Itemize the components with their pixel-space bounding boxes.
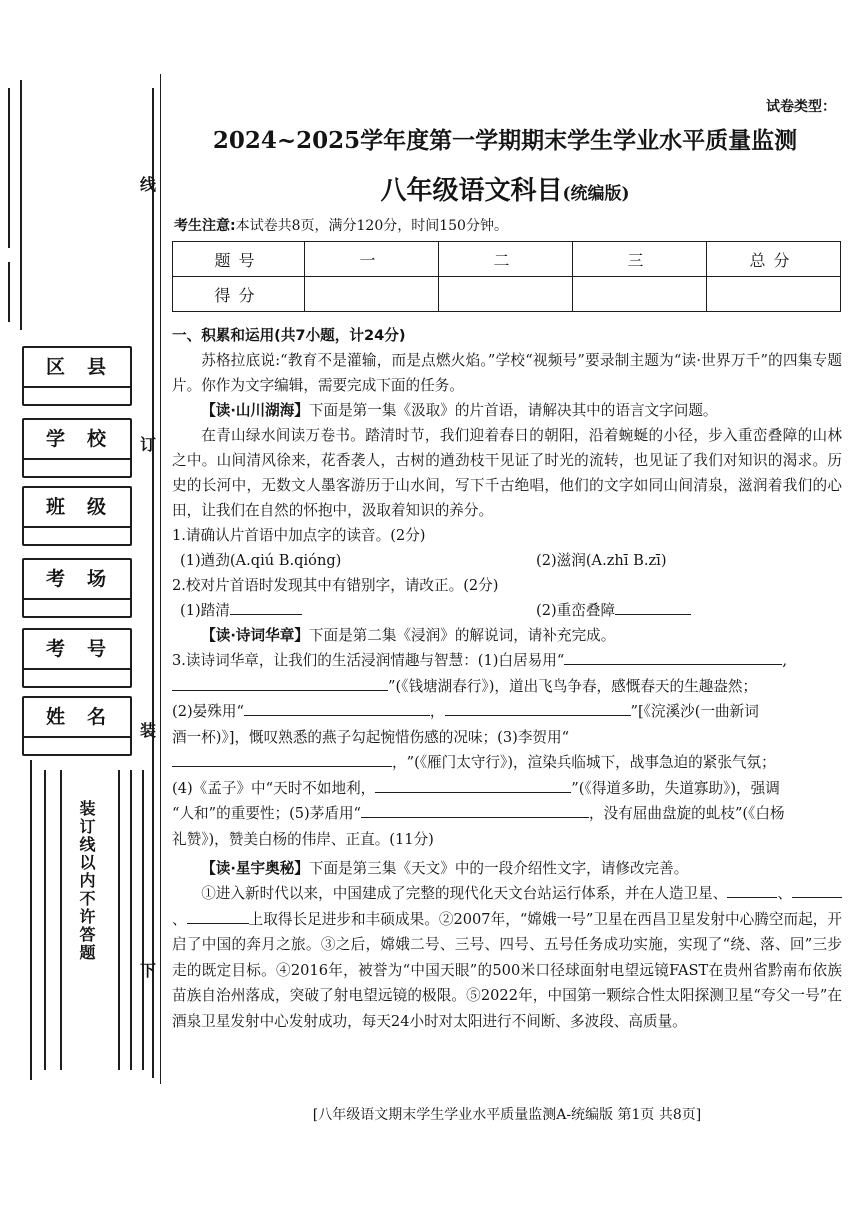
binding-line <box>8 262 10 322</box>
notice-label: 考生注意: <box>174 218 236 234</box>
exam-number-label: 考号 <box>24 630 130 670</box>
q3-text-13: 礼赞》)，赞美白杨的伟岸、正直。(11分) <box>172 830 434 848</box>
score-table <box>172 241 841 312</box>
q3-text-8: ”(《雁门太守行》)，渲染兵临城下，战事急迫的紧张气氛； <box>406 754 776 771</box>
q3-text-1: 3.读诗词华章，让我们的生活浸润情趣与智慧：(1)白居易用“ <box>172 652 565 669</box>
section-content <box>172 323 842 1034</box>
binding-line <box>142 770 144 1070</box>
p3-blank-2[interactable] <box>792 881 842 898</box>
q3-blank-7[interactable] <box>361 801 589 818</box>
q3-blank-2[interactable] <box>172 674 388 691</box>
part3-tag: 【读·星宇奥秘】 <box>201 860 309 877</box>
q3-text-11: “人和”的重要性；(5)茅盾用“ <box>172 805 361 822</box>
school-label: 学校 <box>24 420 130 460</box>
q3-text-10: ”(《得道多助，失道寡助》)，强调 <box>571 779 780 797</box>
q1-option-b: (2)滋润(A.zhī B.zī) <box>536 552 667 569</box>
binding-mark-down: 下 <box>140 961 157 980</box>
q2-answer-blank-a[interactable] <box>230 598 302 615</box>
edition-label: (统编版) <box>562 184 630 204</box>
binding-note: 装订线以内不许答题 <box>77 800 96 962</box>
question-2-items <box>172 598 842 623</box>
section-title: 一、积累和运用(共7小题，计24分) <box>172 327 406 344</box>
binding-line <box>160 74 161 1084</box>
q2-answer-blank-b[interactable] <box>615 598 691 615</box>
notice-text: 本试卷共8页，满分120分，时间150分钟。 <box>235 218 508 234</box>
name-label: 姓名 <box>24 698 130 738</box>
page-footer: [八年级语文期末学生学业水平质量监测A-统编版 第1页 共8页] <box>312 1107 702 1123</box>
p3-separator: 、 <box>172 910 187 928</box>
question-2: 2.校对片首语时发现其中有错别字，请改正。(2分) <box>172 577 499 594</box>
passage-3 <box>172 881 842 1034</box>
table-row <box>173 242 841 277</box>
q3-text-3: (2)晏殊用“ <box>172 703 244 720</box>
part2-tag: 【读·诗词华章】 <box>201 627 309 644</box>
q3-text-2: ”(《钱塘湖春行》)，道出飞鸟争春，感慨春天的生趣盎然； <box>388 677 758 695</box>
q3-blank-3[interactable] <box>244 699 430 716</box>
table-cell: 二 <box>439 242 573 277</box>
binding-mark-line: 线 <box>140 175 157 194</box>
question-1-options <box>172 548 842 573</box>
binding-mark-bind: 装 <box>140 721 157 740</box>
score-input-cell[interactable] <box>573 277 707 312</box>
subject-title <box>170 170 840 207</box>
subject-name: 八年级语文科目 <box>380 176 563 206</box>
q3-text-12: ，没有屈曲盘旋的虬枝”(《白杨 <box>589 805 785 822</box>
q1-option-a: (1)遒劲(A.qiú B.qióng) <box>180 552 342 569</box>
part1-heading <box>172 398 842 423</box>
binding-line <box>44 770 46 1070</box>
binding-line <box>60 770 62 1070</box>
q2-item-b: (2)重峦叠障 <box>536 602 616 619</box>
q3-blank-1[interactable] <box>564 648 782 665</box>
score-input-cell[interactable] <box>707 277 841 312</box>
question-1: 1.请确认片首语中加点字的读音。(2分) <box>172 527 426 544</box>
name-box[interactable] <box>22 696 132 756</box>
paper-type-label: 试卷类型： <box>766 99 836 115</box>
q3-blank-5[interactable] <box>172 750 392 767</box>
binding-line <box>152 88 154 1078</box>
score-input-cell[interactable] <box>305 277 439 312</box>
part1-tag: 【读·山川湖海】 <box>201 402 309 419</box>
question-3: 3.读诗词华章，让我们的生活浸润情趣与智慧：(1)白居易用“ , ”(《钱塘湖春行》)，道出飞鸟争春，感慨春天的生趣盎然； (2)晏殊用“ ， ”[《浣溪沙(一曲新词 酒一杯)》]，慨叹熟悉的燕子勾起惋惜伤感的况味；(3)李贺用“ ，”(《雁门太守行》)，渲染兵临城下，战事急迫的紧张气氛； (4)《孟子》中“天时不如地利， ”(《得道多助，失道寡助》)，强调 “人和”的重要性；(5)茅盾用“ ，没有屈曲盘旋的虬枝”(《白杨 礼赞》)，赞美白杨的伟岸、正直。(11分) <box>172 648 842 852</box>
part3-text: 下面是第三集《天文》中的一段介绍性文字，请修改完善。 <box>308 860 689 877</box>
exam-room-box[interactable] <box>22 558 132 618</box>
binding-line <box>30 760 32 1080</box>
binding-line <box>130 770 132 1070</box>
binding-mark-order: 订 <box>140 435 157 454</box>
p3-separator: 、 <box>777 885 792 902</box>
passage-1: 在青山绿水间读万卷书。踏清时节，我们迎着春日的朝阳，沿着蜿蜒的小径，步入重峦叠障的山林之中。山间清风徐来，花香袭人，古树的遒劲枝干见证了时光的流转，也见证了我们对知识的渴求。历史的长河中，无数文人墨客游历于山水间，写下千古绝唱，他们的文字如同山间清泉，滋润着我们的心田，让我们在自然的怀抱中，汲取着知识的养分。 <box>172 427 842 519</box>
part1-text: 下面是第一集《汲取》的片首语，请解决其中的语言文字问题。 <box>308 402 718 419</box>
school-box[interactable] <box>22 418 132 478</box>
class-box[interactable] <box>22 486 132 546</box>
q3-text-5: ”[《浣溪沙(一曲新词 <box>630 703 759 720</box>
table-cell: 一 <box>305 242 439 277</box>
score-input-cell[interactable] <box>439 277 573 312</box>
q2-item-a: (1)踏清 <box>180 602 230 619</box>
county-box[interactable] <box>22 346 132 406</box>
p3-blank-3[interactable] <box>187 907 249 924</box>
class-label: 班级 <box>24 488 130 528</box>
q3-comma-2: ， <box>392 754 407 771</box>
table-cell: 题号 <box>173 242 305 277</box>
section-intro: 苏格拉底说:“教育不是灌输，而是点燃火焰。”学校“视频号”要录制主题为“读·世界万千”的四集专题片。你作为文字编辑，需要完成下面的任务。 <box>172 352 842 394</box>
binding-line <box>118 770 120 1070</box>
table-cell: 得分 <box>173 277 305 312</box>
binding-line <box>8 88 10 248</box>
part2-heading <box>172 623 842 648</box>
q3-comma-1: ， <box>429 703 445 720</box>
passage-3-part-2: 上取得长足进步和丰硕成果。②2007年，“嫦娥一号”卫星在西昌卫星发射中心腾空而起，开启了中国的奔月之旅。③之后，嫦娥二号、三号、四号、五号任务成功实施，实现了“绕、落、回”三步走的既定目标。④2016年，被誉为“中国天眼”的500米口径球面射电望远镜FAST在贵州省黔南布依族苗族自治州落成，突破了射电望远镜的极限。⑤2022年，中国第一颗综合性太阳探测卫星“夸父一号”在酒泉卫星发射中心发射成功，每天24小时对太阳进行不间断、多波段、高质量。 <box>172 910 842 1030</box>
exam-notice <box>174 215 508 235</box>
q3-blank-4[interactable] <box>445 699 631 716</box>
q3-text-9: (4)《孟子》中“天时不如地利， <box>172 779 376 797</box>
q3-text-6: 酒一杯)》]，慨叹熟悉的燕子勾起惋惜伤感的况味；(3)李贺用“ <box>172 728 570 746</box>
table-cell: 三 <box>573 242 707 277</box>
binding-line <box>20 80 22 330</box>
p3-blank-1[interactable] <box>727 881 777 898</box>
exam-title: 2024~2025学年度第一学期期末学生学业水平质量监测 <box>212 127 798 154</box>
county-label: 区县 <box>24 348 130 388</box>
q3-blank-6[interactable] <box>375 776 571 793</box>
table-row <box>173 277 841 312</box>
exam-number-box[interactable] <box>22 628 132 688</box>
exam-room-label: 考场 <box>24 560 130 600</box>
passage-3-part-1: ①进入新时代以来，中国建成了完整的现代化天文台站运行体系，并在人造卫星、 <box>201 885 728 902</box>
table-cell: 总分 <box>707 242 841 277</box>
part3-heading <box>172 856 842 881</box>
part2-text: 下面是第二集《浸润》的解说词，请补充完成。 <box>308 627 616 644</box>
